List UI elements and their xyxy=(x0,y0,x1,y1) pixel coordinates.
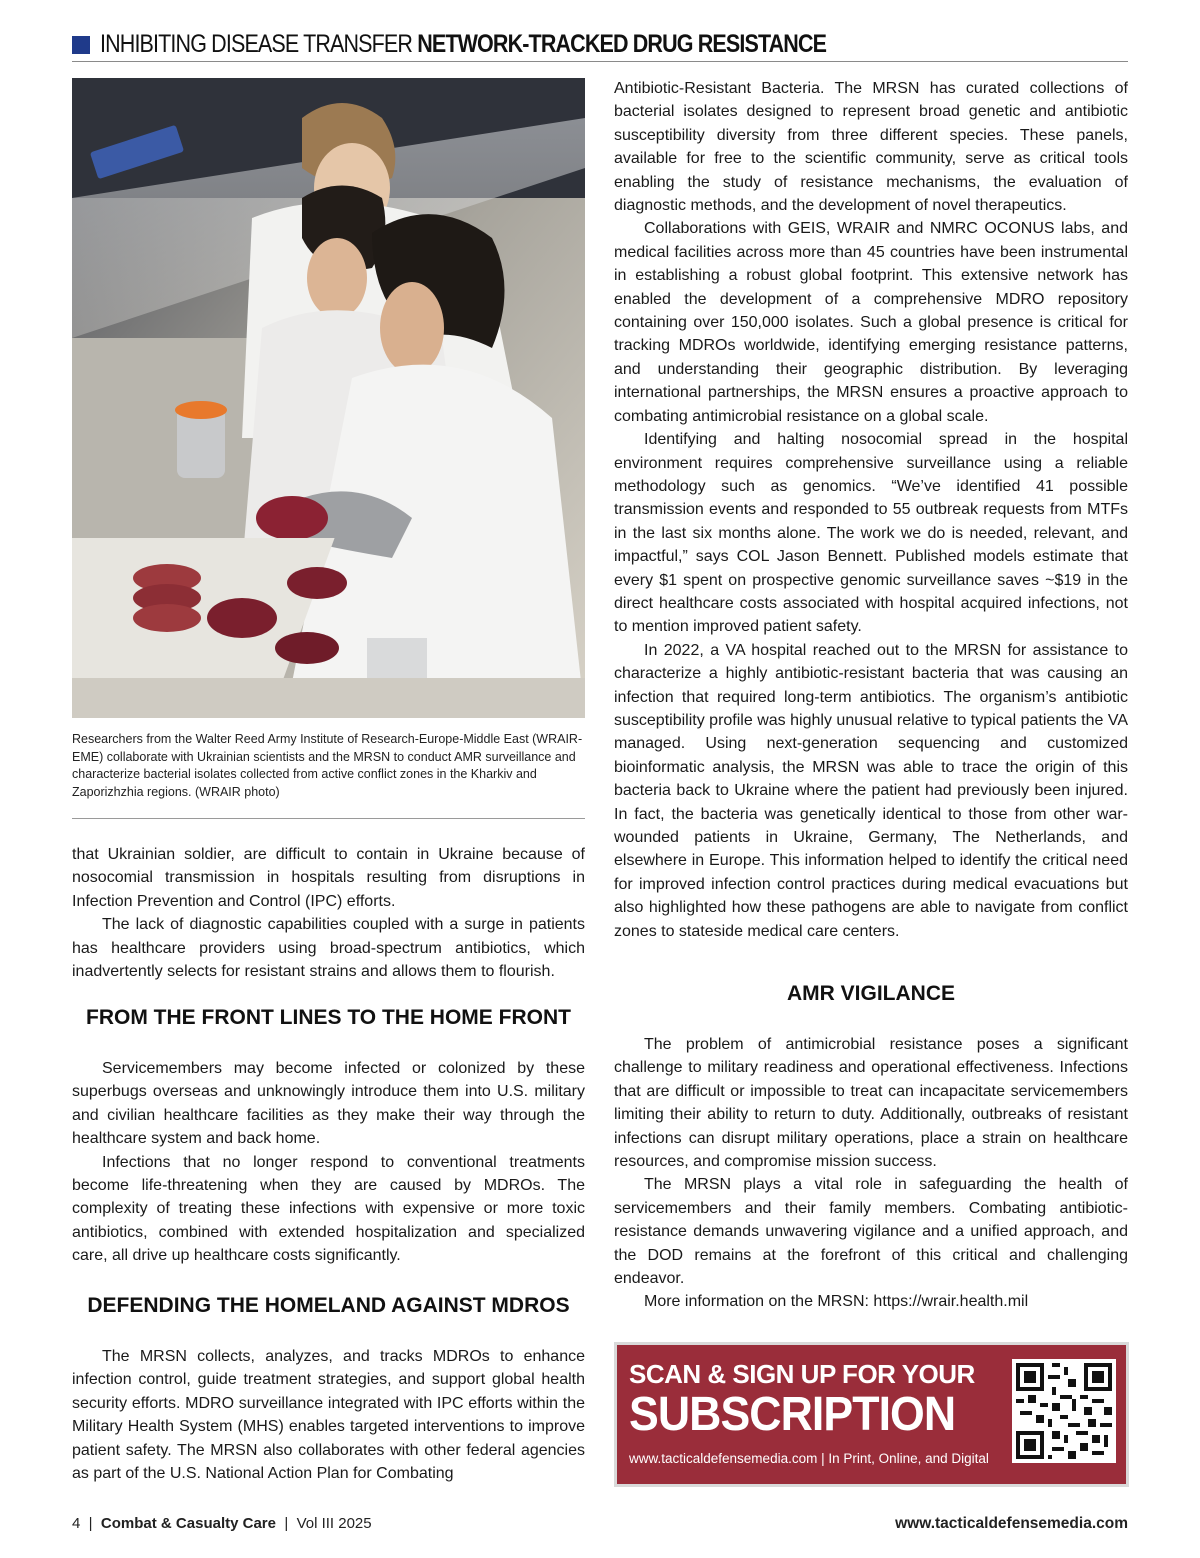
paragraph: The MRSN collects, analyzes, and tracks MDROs to enhance infection control, guide treatment strategies, and support global health security efforts. MDRO surveillance integrated with IPC efforts within the Military Health System (MHS) enables targeted interventions to improve patient safety. The MRSN also collaborates with other federal agencies as part of the U.S. National Action Plan for Combating xyxy=(72,1348,585,1483)
paragraph: that Ukrainian soldier, are difficult to contain in Ukraine because of nosocomial transmission in hospitals resulting from disruptions in Infection Prevention and Control (IPC) efforts. xyxy=(72,846,585,910)
publication-name: Combat & Casualty Care xyxy=(100,1515,276,1532)
ad-url[interactable]: www.tacticaldefensemedia.com | In Print, Online, and Digital xyxy=(629,1451,989,1466)
paragraph: Identifying and halting nosocomial spread in the hospital environment requires comprehensive surveillance using a reliable methodology such as genomics. “We’ve identified 41 possible transmission events and responded to 55 outbreak requests from MTFs in the last six months alone. The work we do is needed, relevant, and impactful,” says COL Jason Bennett. Published models estimate that every $1 spent on prospective genomic surveillance saves ~$19 in the direct healthcare costs associated with hospital acquired infections, not to mention improved patient safety. xyxy=(614,431,1128,636)
heading-text: FROM THE FRONT LINES TO THE HOME FRONT xyxy=(86,1006,571,1029)
ad-headline: SCAN & SIGN UP FOR YOUR xyxy=(629,1359,975,1389)
subscription-ad[interactable] xyxy=(614,1342,1129,1487)
footer-left xyxy=(72,1515,372,1532)
header-square-icon xyxy=(72,36,90,54)
section-heading-front-lines xyxy=(72,1005,585,1031)
page-header xyxy=(72,28,1128,62)
footer-website[interactable]: www.tacticaldefensemedia.com xyxy=(895,1515,1128,1532)
lab-photo xyxy=(72,78,585,718)
qr-code-icon[interactable] xyxy=(1012,1359,1116,1463)
paragraph: Antibiotic-Resistant Bacteria. The MRSN has curated collections of bacterial isolates designed to represent broad genetic and antibiotic susceptibility diversity from three different species. These panels, available for free to the scientific community, serve as critical tools enabling the study of resistance mechanisms, the evaluation of diagnostic methods, and the development of novel therapeutics. xyxy=(614,80,1128,215)
heading-text: AMR VIGILANCE xyxy=(787,982,955,1005)
photo-caption: Researchers from the Walter Reed Army Institute of Research-Europe-Middle East (WRAIR-EME) collaborate with Ukrainian scientists and the MRSN to conduct AMR surveillance and characterize bacterial isolates collected from active conflict zones in the Kharkiv and Zaporizhzhia regions. (WRAIR photo) xyxy=(72,732,583,799)
more-info-link-text: More information on the MRSN: https://wrair.health.mil xyxy=(644,1293,1029,1311)
paragraph: Infections that no longer respond to conventional treatments become life-threatening when they are caused by MDROs. The complexity of treating these infections with expensive or more toxic antibiotics, combined with extended hospitalization and specialized care, all drive up healthcare costs significantly. xyxy=(72,1153,585,1265)
paragraph: In 2022, a VA hospital reached out to the MRSN for assistance to characterize a highly antibiotic-resistant bacteria that was causing an infection that required long-term antibiotics. The organism’s antibiotic susceptibility profile was highly unusual relative to typical patients the VA managed. Using next-generation sequencing and customized bioinformatic analysis, the MRSN was able to trace the origin of this bacteria back to Ukraine where the patient had previously been injured. In fact, the bacteria was genetically identical to those from other war-wounded patients in Ukraine, Germany, The Netherlands, and elsewhere in Europe. This information helped to identify the critical need for improved infection control practices during medical evacuations but also highlighted how these pathogens are able to navigate from conflict zones to stateside medical care centers. xyxy=(614,641,1128,940)
caption-divider xyxy=(72,818,585,819)
section-heading-defending xyxy=(72,1293,585,1319)
paragraph: The MRSN plays a vital role in safeguarding the health of servicemembers and their family members. Combating antibiotic-resistance demands unwavering vigilance and a unified approach, and the DOD remains at the forefront of this critical and challenging endeavor. xyxy=(614,1176,1128,1288)
paragraph: The problem of antimicrobial resistance poses a significant challenge to military readiness and operational effectiveness. Infections that are difficult or impossible to treat can incapacitate servicemembers limiting their ability to return to duty. Additionally, outbreaks of resistant infections can disrupt military operations, place a strain on healthcare resources, and compromise mission success. xyxy=(614,1036,1128,1171)
heading-text: DEFENDING THE HOMELAND AGAINST MDROS xyxy=(87,1294,570,1317)
ad-subscription: SUBSCRIPTION xyxy=(629,1388,956,1441)
left-column-bottom xyxy=(72,1345,585,1485)
left-column-top xyxy=(72,843,585,983)
footer-separator: | xyxy=(84,1515,97,1532)
header-title: NETWORK-TRACKED DRUG RESISTANCE xyxy=(417,30,827,58)
issue-label: Vol III 2025 xyxy=(296,1515,372,1532)
section-heading-amr-vigilance xyxy=(614,981,1128,1007)
right-column-bottom xyxy=(614,1033,1128,1314)
header-text xyxy=(100,30,826,59)
header-section: INHIBITING DISEASE TRANSFER xyxy=(100,30,413,58)
footer-separator: | xyxy=(280,1515,293,1532)
paragraph: Servicemembers may become infected or colonized by these superbugs overseas and unknowingly introduce them into U.S. military and civilian healthcare facilities as they make their way through the healthcare system and back home. xyxy=(72,1060,585,1148)
left-column-middle xyxy=(72,1057,585,1268)
paragraph: The lack of diagnostic capabilities coupled with a surge in patients has healthcare providers using broad-spectrum antibiotics, which inadvertently selects for resistant strains and allows them to flourish. xyxy=(72,916,585,981)
right-column-top xyxy=(614,77,1128,943)
paragraph: Collaborations with GEIS, WRAIR and NMRC OCONUS labs, and medical facilities across more than 45 countries have been instrumental in establishing a robust global footprint. This extensive network has enabled the development of a comprehensive MDRO repository containing over 150,000 isolates. Such a global presence is critical for tracking MDROs worldwide, identifying emerging resistance patterns, and understanding their geographic distribution. By leveraging international partnerships, the MRSN ensures a proactive approach to combating antimicrobial resistance on a global scale. xyxy=(614,220,1128,425)
page-number: 4 xyxy=(72,1515,81,1532)
